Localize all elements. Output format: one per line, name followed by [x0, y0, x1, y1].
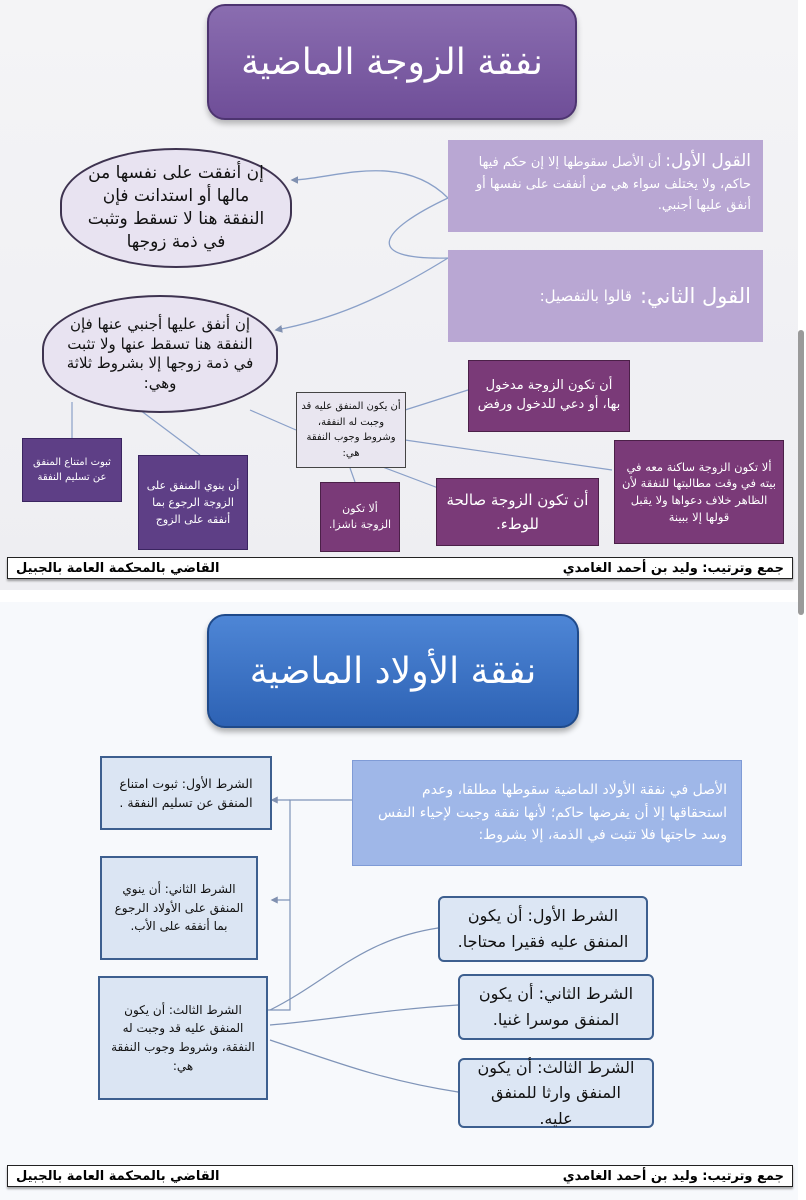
bubble-stranger-spent: إن أنفق عليها أجنبي عنها فإن النفقة هنا تسقط عنها ولا تثبت في ذمة زوجها إلا بشروط ثلاثة وهي: — [42, 295, 278, 413]
condition-maintenance-due: أن يكون المنفق عليه قد وجبت له النفقة، وشروط وجوب النفقة هي: — [296, 392, 406, 468]
opinion2-label: القول الثاني: — [639, 284, 751, 308]
sub-condition-3: الشرط الثالث: أن يكون المنفق وارثا للمنفق عليه. — [458, 1058, 654, 1128]
footer-2-compiler: جمع وترتيب: وليد بن أحمد الغامدي — [562, 1168, 784, 1184]
opinion2-text: قالوا بالتفصيل: — [539, 287, 632, 305]
bubble-self-spent: إن أنفقت على نفسها من مالها أو استدانت فإن النفقة هنا لا تسقط وتثبت في ذمة زوجها — [60, 148, 292, 268]
condition-fit-for-intercourse: أن تكون الزوجة صالحة للوطء. — [436, 478, 599, 546]
children-condition-2: الشرط الثاني: أن ينوي المنفق على الأولاد الرجوع بما أنفقه على الأب. — [100, 856, 258, 960]
footer-2 — [7, 1165, 793, 1187]
sub-condition-2: الشرط الثاني: أن يكون المنفق موسرا غنيا. — [458, 974, 654, 1040]
principle-box: الأصل في نفقة الأولاد الماضية سقوطها مطلقا، وعدم استحقاقها إلا أن يفرضها حاكم؛ لأنها نفقة وجبت لإحياء النفس وسد حاجتها فلا تثبت في الذمة، إلا بشروط: — [352, 760, 742, 866]
opinion1-label: القول الأول: — [665, 151, 751, 171]
opinion1-text: أن الأصل سقوطها إلا إن حكم فيها حاكم، ولا يختلف سواء هي من أنفقت على نفسها أو أنفق عليها أجنبي. — [475, 155, 751, 213]
condition-not-cohabiting: ألا تكون الزوجة ساكنة معه في بيته في وقت مطالبتها للنفقة لأن الظاهر خلاف دعواها ولا يقبل قولها إلا ببينة — [614, 440, 784, 544]
condition-not-rebellious: ألا تكون الزوجة ناشزا. — [320, 482, 400, 552]
condition-intent-to-recover: أن ينوي المنفق على الزوجة الرجوع بما أنفقه على الزوج — [138, 455, 248, 550]
condition-consummated: أن تكون الزوجة مدخول بها، أو دعي للدخول ورفض — [468, 360, 630, 432]
children-condition-1: الشرط الأول: ثبوت امتناع المنفق عن تسليم النفقة . — [100, 756, 272, 830]
children-condition-3: الشرط الثالث: أن يكون المنفق عليه قد وجبت له النفقة، وشروط وجوب النفقة هي: — [98, 976, 268, 1100]
footer-1-judge: القاضي بالمحكمة العامة بالجبيل — [16, 560, 220, 576]
children-maintenance-title: نفقة الأولاد الماضية — [207, 614, 579, 728]
footer-1 — [7, 557, 793, 579]
condition-refusal-proven: ثبوت امتناع المنفق عن تسليم النفقة — [22, 438, 122, 502]
scrollbar[interactable] — [798, 330, 804, 615]
sub-condition-1: الشرط الأول: أن يكون المنفق عليه فقيرا محتاجا. — [438, 896, 648, 962]
footer-1-compiler: جمع وترتيب: وليد بن أحمد الغامدي — [562, 560, 784, 576]
opinion1-box — [448, 140, 763, 232]
wife-maintenance-title: نفقة الزوجة الماضية — [207, 4, 577, 120]
footer-2-judge: القاضي بالمحكمة العامة بالجبيل — [16, 1168, 220, 1184]
opinion2-box — [448, 250, 763, 342]
